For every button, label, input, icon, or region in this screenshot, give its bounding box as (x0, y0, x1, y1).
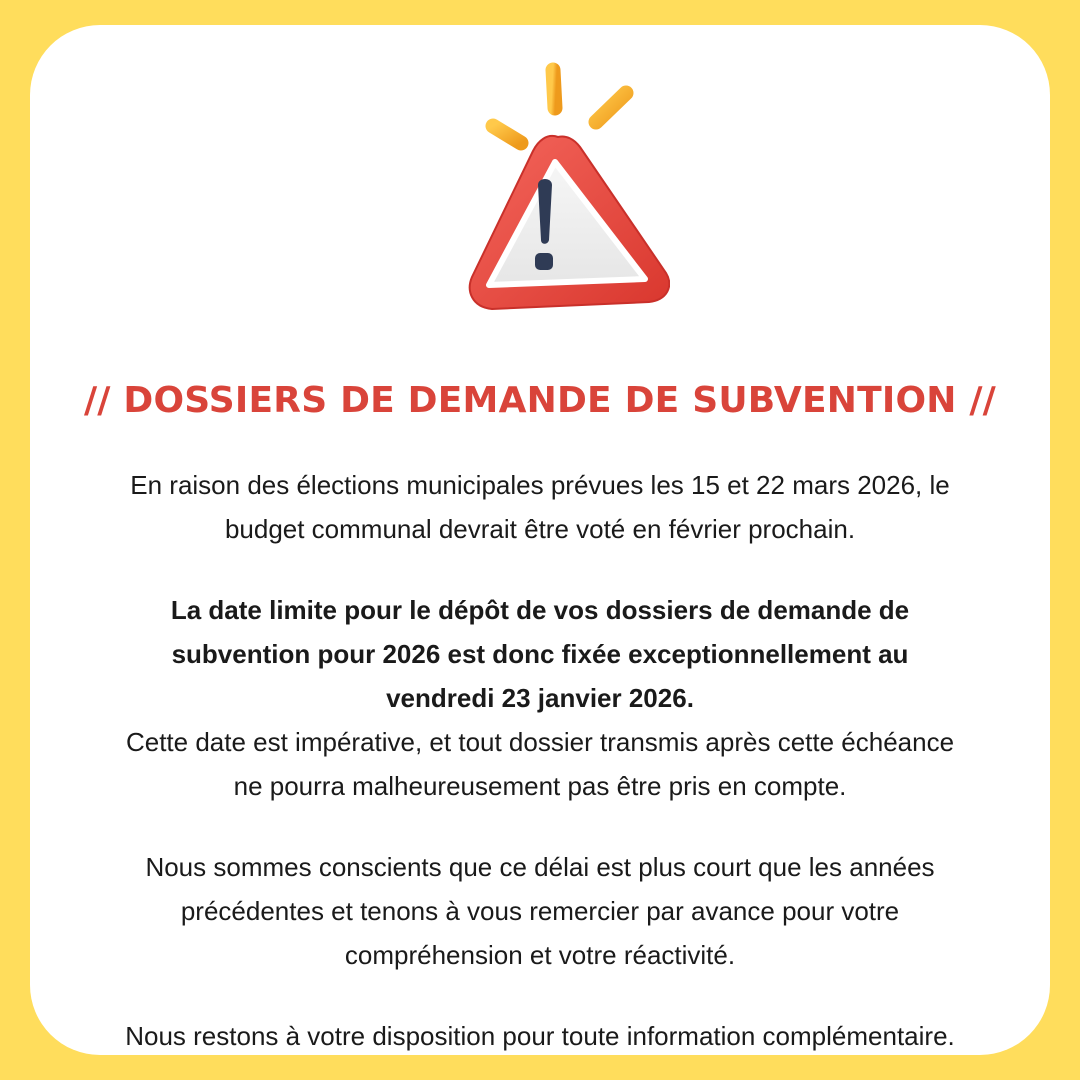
deadline-line: La date limite pour le dépôt de vos dossiers de demande de (170, 595, 910, 625)
deadline-line: vendredi 23 janvier 2026. (386, 683, 694, 713)
paragraph-line: Nous sommes conscients que ce délai est plus court que les années (145, 852, 935, 882)
page-title: // DOSSIERS DE DEMANDE DE SUBVENTION // (83, 380, 997, 421)
paragraph-line: précédentes et tenons à vous remercier par avance pour votre (180, 896, 900, 926)
paragraph-line: ne pourra malheureusement pas être pris en compte. (233, 771, 847, 801)
paragraph-line: Cette date est impérative, et tout dossier transmis après cette échéance (125, 727, 955, 757)
paragraph-line: budget communal devrait être voté en février prochain. (224, 514, 856, 544)
warning-triangle-icon (430, 45, 670, 325)
paragraph-line: Nous restons à votre disposition pour toute information complémentaire. (125, 1021, 955, 1051)
deadline-line: subvention pour 2026 est donc fixée exceptionnellement au (171, 639, 909, 669)
paragraph-line: En raison des élections municipales prévues les 15 et 22 mars 2026, le (130, 470, 950, 500)
notice-body (40, 463, 1040, 1055)
paragraph-line: compréhension et votre réactivité. (344, 940, 736, 970)
notice-card (30, 25, 1050, 1055)
